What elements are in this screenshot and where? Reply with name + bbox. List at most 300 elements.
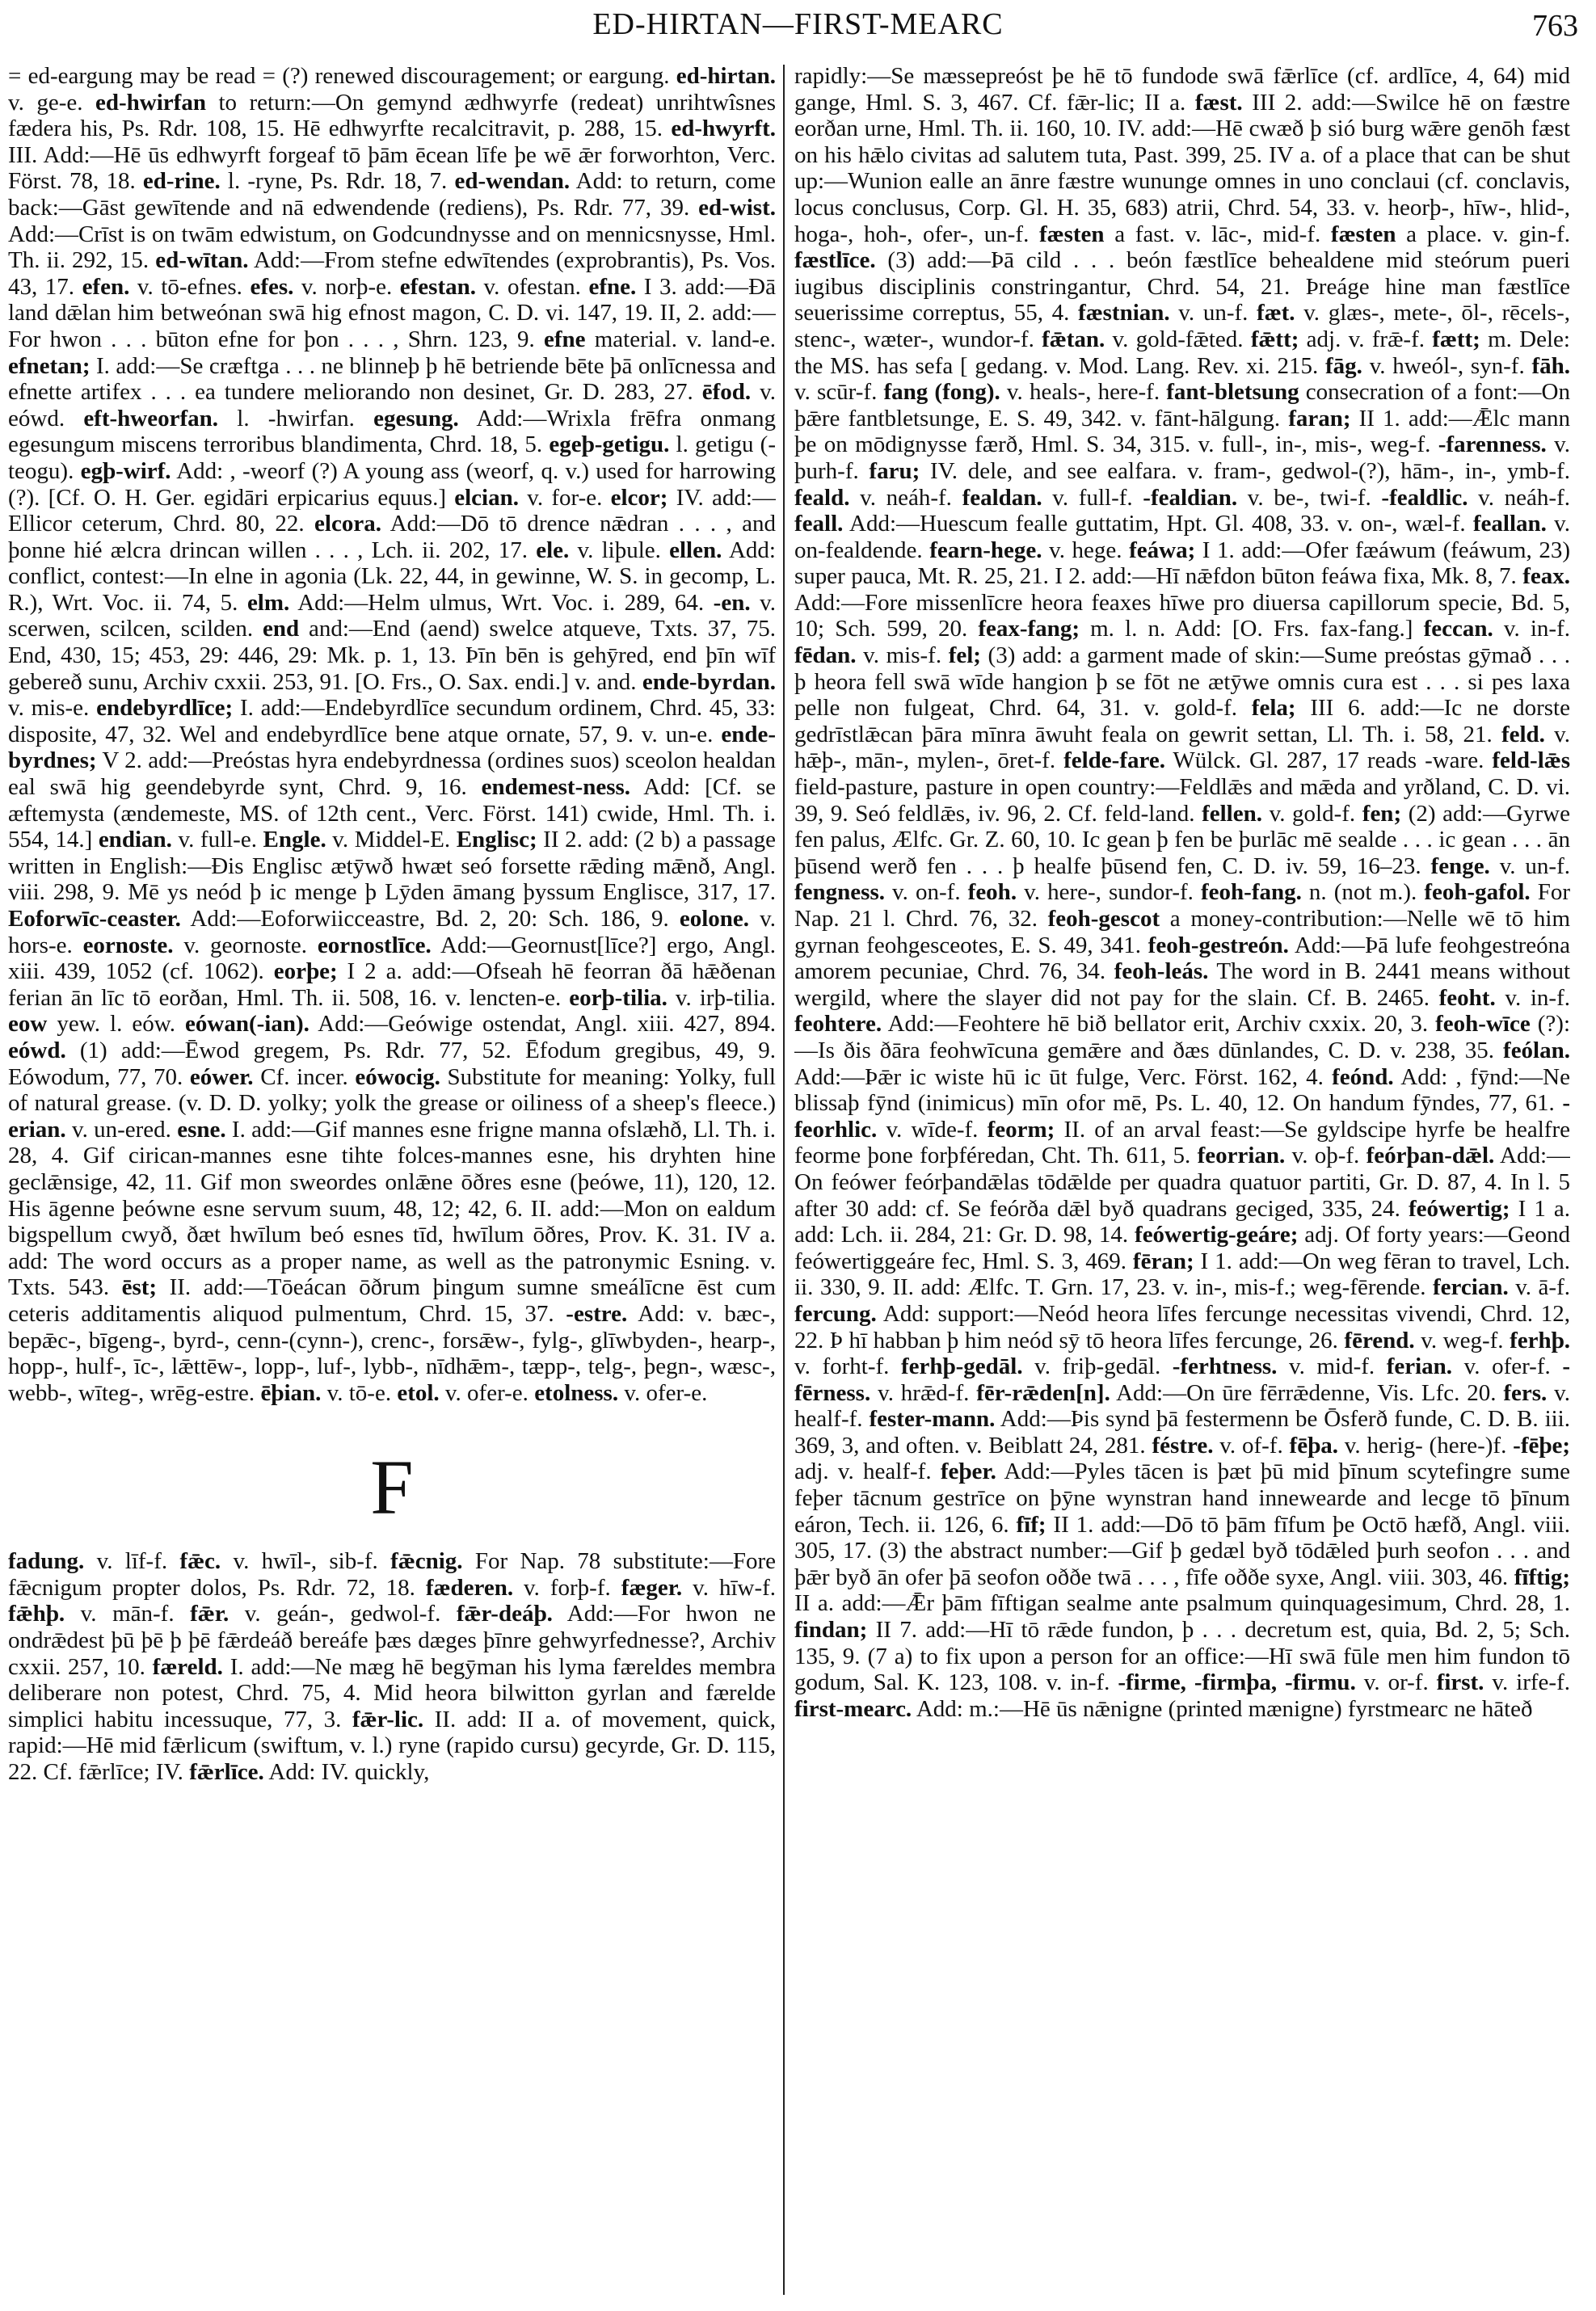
entry-text: v. neáh-f. — [1468, 484, 1570, 511]
entry-headword: eornostlīce. — [317, 932, 432, 958]
entry-text: v. ge-e. — [8, 89, 96, 116]
dictionary-entry — [1201, 879, 1424, 905]
entry-text: v. hwīl-, sib-f. — [221, 1548, 391, 1575]
entry-text: v. in-f. — [1495, 984, 1570, 1011]
running-title: ED-HIRTAN—FIRST-MEARC — [592, 7, 1004, 41]
entry-headword: Eoforwīc-ceaster. — [8, 906, 181, 932]
entry-text: v. gold-fǣted. — [1105, 326, 1251, 352]
entry-text: (?):—Is ðis ðāra feohwīcuna gemǣre and ðæs dūnlandes, C. D. v. 238, 35. — [794, 1011, 1570, 1063]
entry-headword: fēþa. — [1289, 1432, 1338, 1459]
entry-headword: feoh-gescot — [1047, 906, 1160, 932]
entry-headword: ed-wist. — [698, 194, 776, 221]
entry-headword: fǣtt; — [1250, 326, 1299, 352]
entry-text: Add:—Pyles tācen is þæt þū mid þīnum scytefingre sume feþer tācnum gestrīce on þȳne wynstran hand innewearde and lecge tō þīnum eáron, Tech. ii. 126, 6. — [794, 1459, 1570, 1538]
entry-headword: fæger. — [621, 1574, 683, 1601]
entry-text: Add: , fȳnd:—Ne blissaþ fȳnd (inimicus) mīn ofor mē, Ps. L. 40, 12. On handum fȳndes, 77, 61. — [794, 1063, 1570, 1117]
entry-headword: Englisc; — [456, 827, 537, 853]
entry-headword: fēran; — [1132, 1248, 1194, 1274]
entry-text: m. l. n. Add: [O. Frs. fax-fang.] — [1079, 616, 1424, 642]
entry-text: Add:—On ūre fērrǣdenne, Vis. Lfc. 20. — [1110, 1379, 1504, 1406]
entry-text: v. geornoste. — [173, 932, 318, 958]
dictionary-entry — [968, 879, 1201, 905]
dictionary-entry — [8, 1011, 185, 1037]
entry-text: II 1. add:—Dō tō þām fīfum þe Octō hæfð, Angl. viii. 305, 17. (3) the abstract number:—Gif þ gedæl byð tōdǣled þurh seofon . . . and þǣr byð ān ofer þā seofon oððe twā . . . , fīfe oððe syxe, Angl. viii. 303, 46. — [794, 1511, 1570, 1590]
entry-headword: fīftig; — [1514, 1564, 1570, 1590]
entry-text: v. ofer-e. — [439, 1379, 535, 1406]
entry-headword: eorþe; — [273, 958, 338, 985]
dictionary-entry — [1387, 1353, 1563, 1379]
entry-text: v. hors-e. — [8, 906, 776, 958]
entry-headword: fǣr. — [190, 1601, 230, 1627]
page-header — [0, 6, 1596, 47]
dictionary-entry — [143, 168, 455, 194]
entry-headword: -feorhlic. — [794, 1090, 1570, 1143]
entry-text: Add:—Þǣr ic wiste hū ic ūt fulge, Verc. Först. 162, 4. — [794, 1063, 1333, 1090]
entry-text: l. -hwirfan. — [218, 405, 374, 431]
entry-headword: eówocig. — [355, 1063, 440, 1090]
section-letter-heading: F — [370, 1444, 414, 1531]
entry-headword: ēfod. — [701, 379, 752, 406]
entry-headword: feallan. — [1472, 511, 1547, 537]
entry-headword: fester-mann. — [869, 1406, 996, 1433]
entry-headword: feorrian. — [1197, 1143, 1286, 1169]
entry-headword: fæstlīce. — [794, 247, 876, 274]
entry-text: v. līf-f. — [84, 1548, 180, 1575]
entry-headword: feoh-fang. — [1201, 879, 1302, 906]
entry-text: yew. l. eów. — [47, 1011, 186, 1038]
entry-text: IV. dele, and see ealfara. v. fram-, gedwol-(?), hām-, in-, ymb-f. — [920, 457, 1570, 484]
dictionary-entry — [1381, 485, 1570, 511]
entry-headword: ende-byrdnes; — [8, 721, 776, 774]
entry-text: adj. v. healf-f. — [794, 1459, 941, 1485]
entry-headword: fellen. — [1202, 800, 1262, 827]
entry-headword: eorþ-tilia. — [569, 984, 667, 1011]
entry-text: v. norþ-e. — [293, 273, 400, 300]
entry-headword: efen. — [82, 273, 130, 300]
dictionary-entry — [1063, 747, 1492, 773]
entry-text: Add:—Geornust[līce?] ergo, Angl. xiii. 439, 1052 (cf. 1062). — [8, 932, 776, 985]
entry-headword: fǣr-deáþ. — [456, 1601, 553, 1627]
entry-headword: efes. — [250, 273, 294, 300]
dictionary-entry — [260, 1380, 397, 1406]
entry-headword: elm. — [246, 589, 290, 616]
dictionary-entry — [426, 1575, 621, 1601]
entry-text: (3) add:—Þā cild . . . beón fæstlīce behealdene mid steórum pueri iugibus disciplinis constringantur, Chrd. 54, 21. Þreáge hine man fæstlīce seuerissime correptus, 55, 4. — [794, 247, 1570, 326]
entry-headword: feáwa; — [1129, 537, 1196, 563]
entry-text: l. -ryne, Ps. Rdr. 18, 7. — [220, 168, 455, 195]
entry-headword: feówertig; — [1408, 1195, 1510, 1222]
entry-headword: fæstnian. — [1078, 300, 1170, 326]
entry-text: v. hweól-, syn-f. — [1362, 352, 1532, 379]
entry-text: v. ā-f. — [1508, 1274, 1570, 1301]
dictionary-entry — [247, 590, 714, 616]
entries-f-continued — [794, 63, 1570, 1722]
entry-headword: ed-hirtan. — [676, 63, 776, 89]
entry-headword: faru; — [869, 457, 920, 484]
entry-headword: fǣr-lic. — [352, 1706, 424, 1732]
entry-headword: fealdan. — [962, 484, 1042, 511]
dictionary-entry — [263, 827, 457, 852]
entry-headword: egeþ-getigu. — [549, 431, 670, 458]
entry-headword: feoh-leás. — [1114, 958, 1209, 985]
dictionary-entry — [190, 1064, 355, 1090]
entry-text: II 1. add:—Ǣlc mann þe on mōdignysse færð, Hml. S. 34, 315. v. full-, in-, mis-, weg-f. — [794, 405, 1570, 458]
entry-text: I 2 a. add:—Ofseah hē feorran ðā hǣðenan ferian ān līc tō eorðan, Hml. Th. ii. 508, 16. v. lencten-e. — [8, 958, 776, 1011]
dictionary-entry — [544, 326, 776, 352]
dictionary-entry — [883, 379, 1166, 405]
dictionary-entry — [569, 985, 776, 1011]
entry-headword: end — [263, 616, 300, 642]
entry-text: Add:—Eoforwiicceastre, Bd. 2, 20: Sch. 186, 9. — [180, 906, 680, 932]
entry-text: v. on-f. — [884, 879, 968, 906]
entry-text: Add:—Huescum fealle guttatim, Hpt. Gl. 408, 33. v. on-, wæl-f. — [843, 511, 1473, 537]
dictionary-entry — [794, 485, 962, 511]
entry-text: v. forþ-f. — [513, 1574, 621, 1601]
right-column — [794, 63, 1570, 2301]
entry-text: = ed-eargung may be read = (?) renewed discouragement; or eargung. — [8, 63, 676, 89]
entry-text: v. wīde-f. — [877, 1116, 987, 1143]
entry-text: Add: v. bæc-, bepǣc-, bīgeng-, byrd-, cenn-(cynn-), crenc-, forsǣw-, fylg-, glīwbyden-, hearp-, hopp-, hulf-, īc-, lǣttēw-, lopp-, luf-, lybb-, nīdhǣm-, tæpp-, telg-, þegn-, wæsc-, webb-, wīteg-, wrēg-estre. — [8, 1300, 776, 1406]
page-number: 763 — [1532, 9, 1578, 43]
entry-headword: feoh. — [967, 879, 1017, 906]
entry-headword: fers. — [1503, 1379, 1548, 1406]
entry-headword: egesung. — [373, 405, 459, 431]
entry-headword: eornoste. — [82, 932, 174, 958]
entry-text: rapidly:—Se mæssepreóst þe hē tō fundode swā fǣrlīce (cf. ardlīce, 4, 64) mid gange, Hml. S. 3, 467. Cf. fǣr-lic; II a. — [794, 63, 1570, 116]
entry-text: (3) add: a garment made of skin:—Sume preóstas gȳmað . . . þ heora fell swā wīde hangion þ se fōt ne ætȳwe omnis cura est . . . si pes laxa pelle non fulgeat, Chrd. 64, 31. v. gold-f. — [794, 642, 1570, 722]
entry-text: v. weg-f. — [1414, 1327, 1510, 1353]
dictionary-entry — [8, 1117, 177, 1143]
entry-text: I. add:—Endebyrdlīce secundum ordinem, Chrd. 45, 33: disposite, 47, 32. Wel and endebyrdlīce bene atque ornate, 57, 9. v. un-e. — [8, 695, 776, 747]
entry-headword: fant-bletsung — [1166, 379, 1299, 406]
dictionary-entry — [794, 642, 949, 668]
entry-text: v. of-f. — [1213, 1432, 1290, 1459]
dictionary-entry — [962, 485, 1143, 511]
dictionary-entry — [8, 353, 776, 406]
entry-headword: ellen. — [669, 537, 722, 563]
entry-headword: -estre. — [566, 1300, 628, 1327]
entry-text: II. add: II a. of movement, quick, rapid:—Hē mid fǣrlicum (swiftum, v. l.) ryne (rapido cursu) gecyrde, Gr. D. 115, 22. Cf. fǣrlīce; IV. — [8, 1706, 776, 1786]
entry-text: v. gold-f. — [1261, 800, 1362, 827]
entry-text: I 1. add:—Ofer fæáwum (feáwum, 23) super pauca, Mt. R. 25, 21. I 2. add:—Hī nǣfdon būton feáwa fixa, Mk. 8, 7. — [794, 537, 1570, 590]
dictionary-entry — [1039, 221, 1331, 247]
dictionary-entry — [454, 485, 610, 511]
entry-headword: -fealdian. — [1143, 484, 1238, 511]
entry-headword: -ferhtness. — [1172, 1353, 1278, 1380]
dictionary-entry — [869, 458, 1570, 484]
entry-text: consecration of a font:—On þǣre fantbletsunge, E. S. 49, 342. v. fānt-hālgung. — [794, 379, 1570, 431]
entry-text: For Nap. 21 l. Chrd. 76, 32. — [794, 879, 1570, 932]
entry-headword: feall. — [794, 511, 844, 537]
entries-f-section — [8, 1548, 776, 1785]
dictionary-entry — [8, 1601, 190, 1627]
entry-text: I 3. add:—Ðā land dǣlan him betweónan swā hig efnost magon, C. D. vi. 147, 19. II, 2. add:—For hwon . . . būton efne for þon . . . , Shrn. 123, 9. — [8, 273, 776, 352]
entry-text: v. irþ-tilia. — [667, 984, 776, 1011]
entry-headword: -fērness. — [794, 1353, 1570, 1406]
entry-headword: efne — [543, 326, 586, 352]
entry-headword: first-mearc. — [794, 1695, 912, 1722]
entry-text: I 1. add:—On weg fēran to travel, Lch. ii. 330, 9. II. add: Ælfc. T. Grn. 17, 23. v. in-, mis-f.; weg-fērende. — [794, 1248, 1570, 1301]
entry-headword: ēst; — [121, 1274, 158, 1301]
entry-headword: eow — [8, 1011, 48, 1038]
entry-text: adj. Of forty years:—Geond feówertiggeáre fec, Hml. S. 3, 469. — [794, 1222, 1570, 1274]
entry-headword: feld-lǣs — [1492, 747, 1570, 774]
entry-headword: fæt. — [1257, 300, 1295, 326]
entry-text: v. scūr-f. — [794, 379, 884, 406]
entry-text: v. Middel-E. — [326, 827, 457, 853]
dictionary-entry — [901, 1353, 1173, 1379]
entry-headword: endemest-ness. — [481, 774, 631, 801]
dictionary-entry — [185, 1011, 776, 1037]
dictionary-entry — [1202, 801, 1362, 827]
dictionary-entry — [83, 932, 318, 958]
entry-headword: fīf; — [1016, 1511, 1046, 1538]
dictionary-entry — [794, 879, 968, 905]
entry-headword: elcora. — [314, 511, 381, 537]
entry-text: v. forht-f. — [794, 1353, 901, 1380]
entry-headword: feoh-wīce — [1435, 1011, 1531, 1038]
dictionary-entry — [8, 1548, 179, 1574]
entry-headword: -en. — [713, 589, 751, 616]
entry-text: V 2. add:—Preóstas hyra endebyrdnessa (ordines suos) sceolon healdan eal swā hig geendebyrde synt, Chrd. 9, 16. — [8, 747, 776, 801]
entry-text: v. þurh-f. — [794, 431, 1570, 484]
entry-headword: fercian. — [1433, 1274, 1509, 1301]
entry-text: Add:—Þis synd þā festermenn be Ōsferð funde, C. D. B. iii. 369, 3, and often. v. Beiblatt 24, 281. — [794, 1406, 1570, 1459]
entry-text: Cf. incer. — [253, 1063, 356, 1090]
entry-headword: fearn-hege. — [929, 537, 1042, 563]
entry-text: II 7. add:—Hī tō rǣde fundon, þ . . . decretum est, quia, Bd. 2, 5; Sch. 135, 9. (7 a) to fix upon a person for an office:—Hī swā fūle men him fundon tō godum, Sal. K. 123, 108. v. in-f. — [794, 1617, 1570, 1696]
entry-headword: etolness. — [534, 1379, 619, 1406]
entry-headword: egþ-wirf. — [80, 457, 171, 484]
entry-text: Add: [Cf. se æftemysta (ændemeste, MS. of 12th cent., Verc. Först. 141) cwide, Hml. Th. i. 554, 14.] — [8, 774, 776, 853]
entry-headword: ed-rine. — [142, 168, 221, 195]
dictionary-entry — [99, 827, 263, 852]
dictionary-entry — [190, 1601, 457, 1627]
entry-text: m. Dele: the MS. has sefa [ gedang. v. Mod. Lang. Rev. xi. 215. — [794, 326, 1570, 379]
entry-text: v. herig- (here-)f. — [1337, 1432, 1514, 1459]
entry-text: Add:—Geówige ostendat, Angl. xiii. 427, 894. — [309, 1011, 776, 1038]
entry-text: III. Add:—Hē ūs edhwyrft forgeaf tō þām ēcean līfe þe wē ǣr forworhton, Verc. Först. 78, 18. — [8, 141, 776, 195]
entry-headword: first. — [1436, 1669, 1484, 1696]
dictionary-entry — [1431, 853, 1570, 879]
entry-text: For Nap. 78 substitute:—Fore fǣcnigum propter dolos, Ps. Rdr. 72, 18. — [8, 1548, 776, 1601]
entry-text: Add:—Fore missenlīcre heora feaxes hīwe pro diuersa capillorum specie, Bd. 5, 10; Sch. 599, 20. — [794, 589, 1570, 642]
entry-headword: faran; — [1288, 405, 1351, 431]
entry-text: v. un-ered. — [65, 1116, 178, 1143]
entry-text: material. v. land-e. — [585, 326, 776, 352]
entry-headword: findan; — [794, 1617, 868, 1644]
dictionary-entry — [794, 1696, 1533, 1722]
entry-text: field-pasture, pasture in open country:—Feldlǣs and mǣda and yrðland, C. D. vi. 39, 9. Seó feldlǣs, iv. 96, 2. Cf. feld-land. — [794, 774, 1570, 827]
entry-text: Add:—From stefne edwītendes (exprobrantis), Ps. Vos. 43, 17. — [8, 247, 776, 300]
entry-headword: ed-wendan. — [454, 168, 571, 195]
entries-e-section — [8, 63, 776, 1406]
entry-headword: ed-hwyrft. — [671, 116, 776, 142]
entry-headword: fenge. — [1430, 852, 1490, 879]
entry-headword: eolone. — [679, 906, 750, 932]
left-column — [8, 63, 776, 2301]
entry-text: a place. v. gin-f. — [1396, 221, 1570, 247]
entry-text: n. (not m.). — [1301, 879, 1425, 906]
entry-headword: endian. — [98, 827, 172, 853]
dictionary-entry — [1325, 353, 1531, 379]
entry-headword: fǣtan. — [1042, 326, 1105, 352]
entry-text: IV. add:—Ellicor ceterum, Chrd. 80, 22. — [8, 484, 776, 537]
entry-headword: fercung. — [794, 1300, 877, 1327]
dictionary-entry — [1042, 326, 1251, 352]
entry-headword: ed-hwirfan — [95, 89, 206, 116]
dictionary-entry — [794, 511, 1473, 537]
dictionary-entry — [1118, 1669, 1436, 1695]
entry-text: v. friþ-gedāl. — [1022, 1353, 1173, 1380]
entry-text: Add:—On feówer feórþandǣlas tōdǣlde per quadra quatuor partiti, Gr. D. 87, 4. In l. 5 after 30 add: cf. Se feórða dǣl byð quadrans geciged, 335, 24. — [794, 1143, 1570, 1222]
dictionary-entry — [179, 1548, 390, 1574]
entry-text: a fast. v. lāc-, mid-f. — [1104, 221, 1331, 247]
entry-headword: elcor; — [610, 484, 668, 511]
entry-headword: feax. — [1522, 563, 1570, 590]
entry-text: Add: IV. quickly, — [263, 1759, 430, 1786]
entry-headword: fæst. — [1194, 89, 1243, 116]
entry-headword: fæsten — [1039, 221, 1105, 247]
entry-headword: færeld. — [152, 1653, 223, 1680]
entry-headword: ēþian. — [260, 1379, 322, 1406]
entry-headword: fēr-rǣden[n]. — [976, 1379, 1110, 1406]
entry-text: III 6. add:—Ic ne dorste gedrīstlǣcan þāra mīnra āwuht feala on gewrit settan, Ll. Th. i. 58, 21. — [794, 695, 1570, 747]
entry-text: Substitute for meaning: Yolky, full of natural grease. (v. D. D. yolky; yolk the grease or oiliness of a sheep's fleece.) — [8, 1063, 776, 1117]
entry-headword: feax-fang; — [978, 616, 1080, 642]
entry-text: l. getigu (-teogu). — [8, 431, 776, 484]
dictionary-entry — [8, 63, 676, 89]
entry-headword: feólan. — [1503, 1037, 1570, 1063]
dictionary-entry — [621, 1575, 776, 1601]
entry-text: II. of an arval feast:—Se gyldscipe hyrfe be healfre feorme þone forþféredan, Cht. Th. 611, 5. — [794, 1116, 1570, 1169]
dictionary-entry — [8, 90, 776, 142]
entry-text: v. eówd. — [8, 379, 776, 431]
entry-text: v. hīw-f. — [682, 1574, 776, 1601]
entry-headword: feorm; — [987, 1116, 1055, 1143]
entry-headword: eówer. — [189, 1063, 254, 1090]
entry-headword: erian. — [8, 1116, 66, 1143]
dictionary-entry — [1439, 985, 1570, 1011]
dictionary-entry — [976, 1380, 1503, 1406]
entry-text: v. scerwen, scilcen, scilden. — [8, 589, 776, 642]
entry-headword: felde-fare. — [1063, 747, 1165, 774]
entry-text: v. hege. — [1042, 537, 1130, 563]
entry-text: Add:—Helm ulmus, Wrt. Voc. i. 289, 64. — [289, 589, 714, 616]
entry-headword: Engle. — [263, 827, 326, 853]
dictionary-entry — [8, 1117, 776, 1301]
entry-headword: fadung. — [8, 1548, 85, 1575]
entry-headword: feówertig-geáre; — [1135, 1222, 1299, 1248]
entry-headword: fæsten — [1330, 221, 1396, 247]
entry-headword: -fealdlic. — [1381, 484, 1468, 511]
entry-headword: endebyrdlīce; — [96, 695, 234, 722]
entry-text: I. add:—Ne mæg hē begȳman his lyma færeldes membra deliberare non potest, Chrd. 75, 4. Mid heora bilwitton gyrlan and færelde simplici habitu incessuque, 77, 3. — [8, 1653, 776, 1732]
entry-text: II. add:—Tōeácan ōðrum þingum sumne smeálīcne ēst cum ceteris additamentis aliquod pulmentum, Chrd. 15, 37. — [8, 1274, 776, 1327]
entry-text: Add:—Þā lufe feohgestreóna amorem pecuniae, Chrd. 76, 34. — [794, 932, 1570, 985]
entry-headword: fang (fong). — [883, 379, 1000, 406]
entry-headword: fæderen. — [425, 1574, 514, 1601]
entry-headword: feoh-gestreón. — [1148, 932, 1289, 958]
dictionary-entry — [1078, 300, 1257, 326]
entry-text: adj. v. frǣ-f. — [1299, 326, 1433, 352]
entry-text: and:—End (aend) swelce atqueve, Txts. 37, 75. End, 430, 15; 453, 29: 446, 29: Mk. p. 1, 13. Þīn bēn is gehȳred, end þīn wīf gebereð sunu, Archiv cxxii. 253, 91. [O. Frs., O. Sax. endi.] v. and. — [8, 616, 776, 695]
entry-text: The word in B. 2441 means without wergild, where the slayer did not pay for the slain. Cf. B. 2465. — [794, 958, 1570, 1011]
entry-headword: fǣc. — [179, 1548, 221, 1575]
entry-headword: feccan. — [1423, 616, 1493, 642]
dictionary-entry — [1433, 1274, 1570, 1300]
dictionary-entry — [1143, 485, 1381, 511]
entry-text: I. add:—Gif mannes esne frigne manna ofslæhð, Ll. Th. i. 28, 4. Gif cirican-mannes esne tihte folces-mannes esne, his dryhten hine geclǣnsige, 42, 11. Gif mon sweordes onlǣne ōðres esne (þeówe, 11), 120, 12. His āgenne þeówne esne servum suum, 48, 12; 42, 6. II. add:—Mon on ealdum bigspellum cwyð, ðæt hwīlum beó esnes tīd, hwīlum ōðres, Prov. K. 31. IV a. add: The word occurs as a proper name, as well as the patronymic Esning. v. Txts. 543. — [8, 1116, 776, 1301]
dictionary-entry — [1173, 1353, 1387, 1379]
entry-headword: -firme, -firmþa, -firmu. — [1118, 1669, 1356, 1696]
entry-headword: fǣcnig. — [390, 1548, 463, 1575]
entry-headword: ferian. — [1386, 1353, 1453, 1380]
entry-text: v. glæs-, mete-, ōl-, rēcels-, stenc-, wæter-, wundor-f. — [794, 300, 1570, 352]
entry-text: v. here-, sundor-f. — [1017, 879, 1201, 906]
entry-text: v. tō-e. — [321, 1379, 398, 1406]
dictionary-entry — [978, 616, 1423, 642]
entry-text: v. mān-f. — [65, 1601, 191, 1627]
dictionary-entry — [189, 1759, 429, 1785]
entry-text: v. be-, twi-f. — [1237, 484, 1382, 511]
entry-text: v. mis-f. — [856, 642, 949, 669]
entry-headword: fǣrlīce. — [189, 1759, 264, 1786]
dictionary-entry — [534, 1380, 707, 1406]
entry-text: v. un-f. — [1169, 300, 1257, 326]
entry-text: a money-contribution:—Nelle wē tō him gyrnan feohgesceotes, E. S. 49, 341. — [794, 906, 1570, 958]
dictionary-entry — [1344, 1328, 1510, 1353]
entry-text: v. heals-, here-f. — [1000, 379, 1167, 406]
entry-headword: fǣhþ. — [8, 1601, 65, 1627]
dictionary-entry — [1437, 1669, 1570, 1695]
entry-headword: ferhþ-gedāl. — [900, 1353, 1023, 1380]
entry-text: v. irfe-f. — [1484, 1669, 1570, 1696]
entry-text: (1) add:—Ēwod gregem, Ps. Rdr. 77, 52. Ēfodum gregibus, 49, 9. Eówodum, 77, 70. — [8, 1037, 776, 1090]
entry-headword: etol. — [397, 1379, 440, 1406]
entry-text: v. ofer-e. — [618, 1379, 708, 1406]
entry-text: v. mid-f. — [1277, 1353, 1387, 1380]
entry-headword: feald. — [794, 484, 850, 511]
entry-text: Add:—Crīst is on twām edwistum, on Godcundnysse and on mennicsnysse, Hml. Th. ii. 292, 15. — [8, 221, 776, 274]
entry-headword: feld. — [1501, 721, 1545, 747]
entry-text: v. hǣþ-, mān-, mylen-, ōret-f. — [794, 721, 1570, 774]
entry-headword: fāh. — [1531, 352, 1570, 379]
dictionary-entry — [83, 406, 373, 431]
entry-headword: ele. — [536, 537, 570, 563]
dictionary-entry — [1152, 1433, 1290, 1459]
entry-headword: fengness. — [794, 879, 885, 906]
entry-text: Add: support:—Neód heora līfes fercunge necessitas vivendi, Chrd. 12, 22. Þ hī habban þ him neód sȳ tō heora līfes fercunge, 26. — [794, 1300, 1570, 1353]
dictionary-entry — [794, 1011, 1435, 1037]
entry-text: II a. add:—Ǣr þām fīftigan sealme ante psalmum quinquagesimum, Chrd. 28, 1. — [794, 1590, 1570, 1617]
entry-text: v. ofestan. — [476, 273, 589, 300]
entry-headword: efnetan; — [8, 352, 91, 379]
entry-headword: -farenness. — [1438, 431, 1547, 458]
entry-headword: fela; — [1251, 695, 1296, 722]
entry-text: Add: conflict, contest:—In elne in agonia (Lk. 22, 44, in gewinne, W. S. in gecomp, L. R.), Wrt. Voc. ii. 74, 5. — [8, 537, 776, 616]
entry-text: v. for-e. — [518, 484, 611, 511]
entry-headword: fen; — [1362, 800, 1402, 827]
entry-text: v. mis-e. — [8, 695, 97, 722]
entry-text: v. full-f. — [1042, 484, 1143, 511]
entry-text: v. in-f. — [1493, 616, 1570, 642]
entry-headword: fēdan. — [794, 642, 857, 669]
dictionary-entry — [536, 537, 669, 563]
entry-text: Wülck. Gl. 287, 17 reads -ware. — [1164, 747, 1493, 774]
entry-headword: efne. — [588, 273, 637, 300]
dictionary-entry — [8, 695, 776, 747]
